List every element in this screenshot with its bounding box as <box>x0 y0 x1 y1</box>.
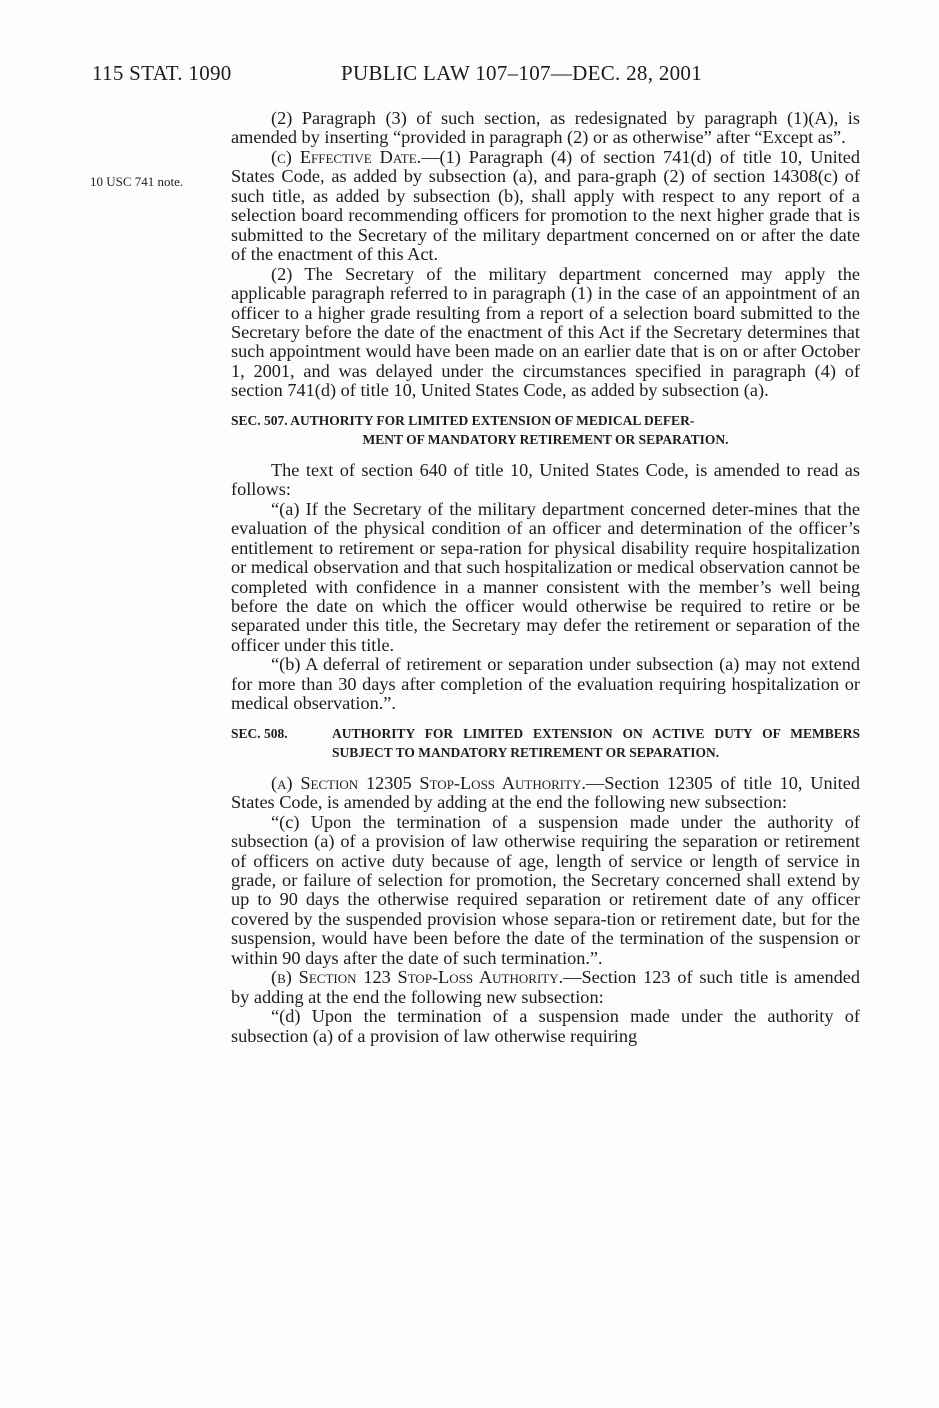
section-508-new-subsection-d: “(d) Upon the termination of a suspension made under the authority of subsection (a) of a provision of law otherwise requiring <box>231 1006 860 1046</box>
paragraph-effective-date-1 <box>231 148 860 265</box>
section-507-subsection-a: “(a) If the Secretary of the military department concerned deter-mines that the evaluation of the physical condition of an officer and determination of the officer’s entitlement to retirement or sepa-ration for physical disability require hospitalization or medical observation and that such hospitalization or medical observation cannot be completed with confidence in a manner consistent with the member’s well being before the date on which the officer would otherwise be required to retire or be separated under this title, the Secretary may defer the retirement or separation of the officer under this title. <box>231 498 860 655</box>
effective-date-1-text: —(1) Paragraph (4) of section 741(d) of title 10, United States Code, as added by subsection (a), and para-graph (2) of section 14308(c) of such title, as added by subsection (b), shall apply with respect to any report of a selection board recommending officers for promotion to the next higher grade that is submitted to the Secretary of the military department concerned on or after the date of the enactment of this Act. <box>231 146 860 265</box>
paragraph-effective-date-2: (2) The Secretary of the military department concerned may apply the applicable paragraph referred to in paragraph (1) in the case of an appointment of an officer to a higher grade resulting from a report of a selection board submitted to the Secretary before the date of the enactment of this Act if the Secretary determines that such appointment would have been made on an earlier date that is on or after October 1, 2001, and was delayed under the circumstances specified in paragraph (4) of section 741(d) of title 10, United States Code, as added by subsection (a). <box>231 263 860 401</box>
section-508-title: AUTHORITY FOR LIMITED EXTENSION ON ACTIVE DUTY OF MEMBERS SUBJECT TO MANDATORY RETIREMENT OR SEPARATION. <box>332 725 860 760</box>
section-508-new-subsection-c: “(c) Upon the termination of a suspension made under the authority of subsection (a) of a provision of law otherwise requiring the separation or retirement of officers on active duty because of age, length of service or length of service in grade, or failure of selection for promotion, the Secretary concerned shall extend by up to 90 days the otherwise required separation or retirement date of any officer covered by the suspended provision whose separa-tion or retirement date, but for the suspension, would have been before the date of the termination of the suspension or within 90 days after the date of such termination.”. <box>231 811 860 968</box>
section-508-heading <box>231 724 860 762</box>
section-507-intro: The text of section 640 of title 10, United States Code, is amended to read as follows: <box>231 459 860 500</box>
section-508-number: SEC. 508. <box>231 725 288 741</box>
subsection-heading-effective-date: (c) Effective Date. <box>271 146 422 167</box>
stat-citation: 115 STAT. 1090 <box>92 61 232 85</box>
section-507-heading-line2: MENT OF MANDATORY RETIREMENT OR SEPARATION. <box>362 431 729 447</box>
subsection-heading-12305: (a) Section 12305 Stop-Loss Authority. <box>271 772 587 793</box>
section-508-subsection-b <box>231 968 860 1007</box>
section-508-b-text: —Section 123 of such title is amended by adding at the end the following new subsection: <box>231 967 861 1007</box>
section-507-heading-line1: SEC. 507. AUTHORITY FOR LIMITED EXTENSION OF MEDICAL DEFER- <box>231 412 695 428</box>
section-508-a-text: —Section 12305 of title 10, United States Code, is amended by adding at the end the following new subsection: <box>231 772 861 813</box>
subsection-heading-123: (b) Section 123 Stop-Loss Authority. <box>271 967 564 988</box>
section-507-heading <box>231 411 860 449</box>
law-title: PUBLIC LAW 107–107—DEC. 28, 2001 <box>341 61 703 85</box>
paragraph-amendment-2: (2) Paragraph (3) of such section, as redesignated by paragraph (1)(A), is amended by inserting “provided in paragraph (2) or as otherwise” after “Except as”. <box>231 108 860 148</box>
section-508-subsection-a <box>231 774 860 813</box>
page-header <box>92 61 792 91</box>
margin-note: 10 USC 741 note. <box>90 174 184 189</box>
body-text <box>231 109 860 1046</box>
section-507-subsection-b: “(b) A deferral of retirement or separation under subsection (a) may not extend for more than 30 days after completion of the evaluation requiring hospitalization or medical observation.”. <box>231 654 860 714</box>
